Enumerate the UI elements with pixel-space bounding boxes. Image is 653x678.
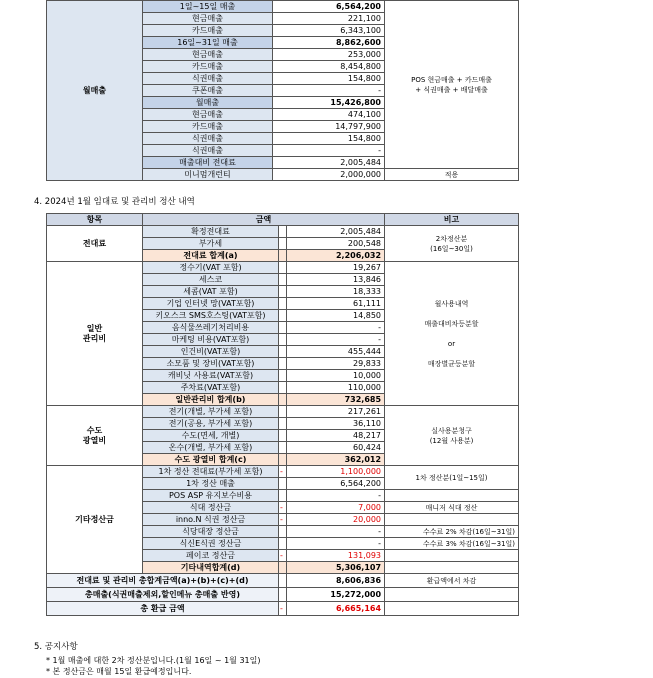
- etc-item-value: 1,100,000: [287, 466, 385, 478]
- settle-item-label: 확정전대료: [143, 226, 279, 238]
- etc-row: [47, 466, 519, 478]
- etc-item-memo: 1차 정산분(1일~15일): [385, 466, 519, 490]
- monthly-label: 현금매출: [143, 109, 273, 121]
- etc-subtotal-value: 5,306,107: [287, 562, 385, 574]
- settle-subtotal-value: 2,206,032: [287, 250, 385, 262]
- min-guarantee-label: 미니멈개런티: [143, 169, 273, 181]
- etc-item-label: inno.N 식권 정산금: [143, 514, 279, 526]
- settle-sign: [279, 274, 287, 286]
- settle-item-label: 음식물쓰레기처리비용: [143, 322, 279, 334]
- settle-sign: [279, 370, 287, 382]
- notice-line-1: * 1월 매출에 대한 2차 정산분입니다.(1월 16일 ~ 1월 31일): [46, 656, 261, 665]
- settle-item-label: 전기(공용, 부가세 포함): [143, 418, 279, 430]
- etc-item-memo: [385, 550, 519, 562]
- settle-item-label: 캐비닛 사용료(VAT포함): [143, 370, 279, 382]
- settle-item-value: 2,005,484: [287, 226, 385, 238]
- etc-item-label: 1차 정산 전대료(부가세 포함): [143, 466, 279, 478]
- settle-sign: [279, 286, 287, 298]
- settle-item-label: 세콤(VAT 포함): [143, 286, 279, 298]
- sum-memo: 환급액에서 차감: [385, 574, 519, 588]
- settle-item-label: 온수(개별, 부가세 포함): [143, 442, 279, 454]
- monthly-value: 6,343,100: [273, 25, 385, 37]
- settle-item-value: 48,217: [287, 430, 385, 442]
- monthly-total-label: 매출대비 전대료: [143, 157, 273, 169]
- monthly-value: -: [273, 85, 385, 97]
- etc-item-value: 131,093: [287, 550, 385, 562]
- settle-sign: [279, 394, 287, 406]
- min-guarantee-memo: 적용: [385, 169, 519, 181]
- monthly-value: 221,100: [273, 13, 385, 25]
- settle-item-label: 전기(개별, 부가세 포함): [143, 406, 279, 418]
- settle-row: [47, 262, 519, 274]
- settle-item-label: 수도(면세, 개별): [143, 430, 279, 442]
- min-guarantee-value: 2,000,000: [273, 169, 385, 181]
- settle-category: 전대료: [47, 226, 143, 262]
- monthly-sales-table: [46, 0, 519, 181]
- sum-row: [47, 588, 519, 602]
- settle-sign: [279, 226, 287, 238]
- settle-item-value: 60,424: [287, 442, 385, 454]
- etc-item-sign: -: [279, 550, 287, 562]
- etc-item-memo: [385, 490, 519, 502]
- settle-subtotal-value: 362,012: [287, 454, 385, 466]
- etc-subtotal-memo: [385, 562, 519, 574]
- settle-memo: 월사용내역 매출대비차등분할 or 매장별균등분할: [385, 262, 519, 406]
- etc-item-sign: [279, 526, 287, 538]
- settle-subtotal-label: 일반관리비 합계(b): [143, 394, 279, 406]
- monthly-label: 식권매출: [143, 145, 273, 157]
- sum-label: 총매출(식권매출제외,할인메뉴 총매출 반영): [47, 588, 279, 602]
- monthly-value: 253,000: [273, 49, 385, 61]
- monthly-value: 15,426,800: [273, 97, 385, 109]
- monthly-label: 현금매출: [143, 49, 273, 61]
- settle-sign: [279, 454, 287, 466]
- settle-sign: [279, 298, 287, 310]
- etc-item-label: 식당대장 정산금: [143, 526, 279, 538]
- settle-subtotal-value: 732,685: [287, 394, 385, 406]
- sum-value: 6,665,164: [287, 602, 385, 616]
- settle-sign: [279, 238, 287, 250]
- etc-item-sign: [279, 478, 287, 490]
- etc-item-sign: [279, 538, 287, 550]
- settle-item-value: 61,111: [287, 298, 385, 310]
- settle-sign: [279, 430, 287, 442]
- monthly-value: 14,797,900: [273, 121, 385, 133]
- monthly-label: 카드매출: [143, 25, 273, 37]
- settle-item-label: 키오스크 SMS호스팅(VAT포함): [143, 310, 279, 322]
- settle-subtotal-label: 수도 광열비 합계(c): [143, 454, 279, 466]
- settle-row: [47, 226, 519, 238]
- sum-sign: -: [279, 602, 287, 616]
- sum-row: [47, 602, 519, 616]
- sum-value: 15,272,000: [287, 588, 385, 602]
- etc-item-value: 6,564,200: [287, 478, 385, 490]
- settle-item-label: 주차료(VAT포함): [143, 382, 279, 394]
- etc-item-label: POS ASP 유지보수비용: [143, 490, 279, 502]
- monthly-category: 월매출: [47, 1, 143, 181]
- settle-category: 수도 광열비: [47, 406, 143, 466]
- monthly-label: 1일~15일 매출: [143, 1, 273, 13]
- settle-sign: [279, 418, 287, 430]
- settle-row: [47, 406, 519, 418]
- monthly-value: -: [273, 145, 385, 157]
- settle-sign: [279, 442, 287, 454]
- settle-item-value: 10,000: [287, 370, 385, 382]
- settle-item-label: 부가세: [143, 238, 279, 250]
- etc-item-value: 7,000: [287, 502, 385, 514]
- settle-subtotal-label: 전대료 합계(a): [143, 250, 279, 262]
- etc-item-memo: 매니저 식대 정산: [385, 502, 519, 514]
- settle-item-value: 217,261: [287, 406, 385, 418]
- settle-item-label: 인건비(VAT포함): [143, 346, 279, 358]
- etc-item-memo: 수수료 3% 차감(16일~31일): [385, 538, 519, 550]
- monthly-row: [47, 1, 519, 13]
- settle-item-label: 세스코: [143, 274, 279, 286]
- header-memo: 비고: [385, 214, 519, 226]
- monthly-label: 16일~31일 매출: [143, 37, 273, 49]
- monthly-label: 월매출: [143, 97, 273, 109]
- sum-sign: [279, 588, 287, 602]
- settle-sign: [279, 346, 287, 358]
- etc-item-memo: 수수료 2% 차감(16일~31일): [385, 526, 519, 538]
- etc-item-label: 페이코 정산금: [143, 550, 279, 562]
- etc-item-sign: -: [279, 466, 287, 478]
- etc-item-memo: [385, 514, 519, 526]
- section5-title: 5. 공지사항: [34, 642, 78, 652]
- monthly-label: 식권매출: [143, 73, 273, 85]
- settle-item-label: 정수기(VAT 포함): [143, 262, 279, 274]
- settle-sign: [279, 406, 287, 418]
- settle-sign: [279, 310, 287, 322]
- settle-item-value: -: [287, 334, 385, 346]
- etc-item-value: -: [287, 538, 385, 550]
- monthly-value: 8,862,600: [273, 37, 385, 49]
- header-item: 항목: [47, 214, 143, 226]
- sum-memo: [385, 602, 519, 616]
- settle-sign: [279, 334, 287, 346]
- monthly-label: 현금매출: [143, 13, 273, 25]
- settle-sign: [279, 250, 287, 262]
- sum-sign: [279, 574, 287, 588]
- settle-sign: [279, 382, 287, 394]
- sum-label: 총 환급 금액: [47, 602, 279, 616]
- etc-item-label: 식대 정산금: [143, 502, 279, 514]
- settle-item-value: 18,333: [287, 286, 385, 298]
- monthly-value: 6,564,200: [273, 1, 385, 13]
- settle-item-label: 소모품 및 장비(VAT포함): [143, 358, 279, 370]
- settle-item-value: 19,267: [287, 262, 385, 274]
- settle-item-value: 14,850: [287, 310, 385, 322]
- etc-item-value: 20,000: [287, 514, 385, 526]
- settle-item-label: 기업 인터넷 망(VAT포함): [143, 298, 279, 310]
- sum-row: [47, 574, 519, 588]
- settle-item-label: 마케팅 비용(VAT포함): [143, 334, 279, 346]
- settle-item-value: 455,444: [287, 346, 385, 358]
- sum-label: 전대료 및 관리비 총합계금액(a)+(b)+(c)+(d): [47, 574, 279, 588]
- sum-memo: [385, 588, 519, 602]
- notice-line-2: * 본 정산금은 매월 15일 환급예정입니다.: [46, 667, 192, 676]
- settle-category: 일반 관리비: [47, 262, 143, 406]
- header-amount: 금액: [143, 214, 385, 226]
- settle-sign: [279, 322, 287, 334]
- etc-item-value: -: [287, 490, 385, 502]
- monthly-total-value: 2,005,484: [273, 157, 385, 169]
- etc-item-sign: -: [279, 514, 287, 526]
- monthly-label: 쿠폰매출: [143, 85, 273, 97]
- monthly-value: 474,100: [273, 109, 385, 121]
- settle-sign: [279, 262, 287, 274]
- settle-item-value: 29,833: [287, 358, 385, 370]
- monthly-value: 154,800: [273, 133, 385, 145]
- settle-item-value: 200,548: [287, 238, 385, 250]
- section4-title: 4. 2024년 1월 임대료 및 관리비 정산 내역: [34, 197, 195, 207]
- settle-memo: 2차정산분 (16일~30일): [385, 226, 519, 262]
- monthly-value: 154,800: [273, 73, 385, 85]
- settlement-table: [46, 213, 519, 616]
- settle-sign: [279, 358, 287, 370]
- settle-memo: 실사용분청구 (12월 사용분): [385, 406, 519, 466]
- monthly-memo: POS 현금매출 + 카드매출 + 식권매출 + 배달매출: [385, 1, 519, 169]
- etc-item-label: 식신E식권 정산금: [143, 538, 279, 550]
- settle-item-value: 13,846: [287, 274, 385, 286]
- settle-item-value: -: [287, 322, 385, 334]
- etc-item-sign: -: [279, 502, 287, 514]
- monthly-label: 식권매출: [143, 133, 273, 145]
- settle-sign: [279, 562, 287, 574]
- etc-subtotal-label: 기타내역합계(d): [143, 562, 279, 574]
- etc-item-sign: [279, 490, 287, 502]
- etc-item-label: 1차 정산 매출: [143, 478, 279, 490]
- monthly-value: 8,454,800: [273, 61, 385, 73]
- monthly-label: 카드매출: [143, 121, 273, 133]
- etc-item-value: -: [287, 526, 385, 538]
- settle-item-value: 110,000: [287, 382, 385, 394]
- etc-category: 기타정산금: [47, 466, 143, 574]
- monthly-label: 카드매출: [143, 61, 273, 73]
- settle-item-value: 36,110: [287, 418, 385, 430]
- sum-value: 8,606,836: [287, 574, 385, 588]
